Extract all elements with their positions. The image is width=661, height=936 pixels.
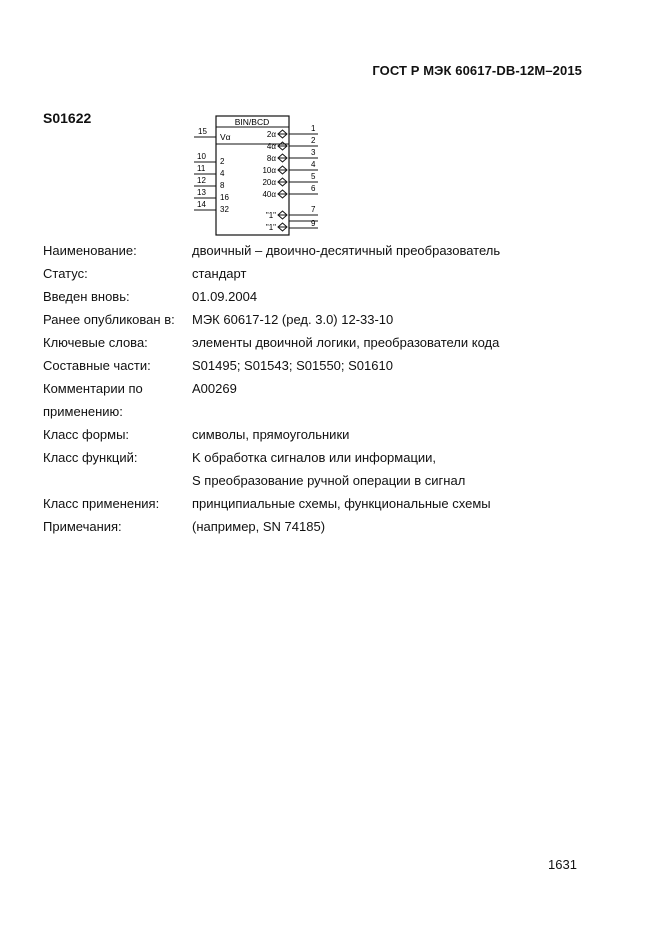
pin-15: 15 — [198, 127, 207, 136]
symbol-title: BIN/BCD — [234, 117, 270, 127]
field-label: Ключевые слова: — [43, 335, 148, 350]
field-value: элементы двоичной логики, преобразователи кода — [192, 335, 500, 350]
pin-9: 9 — [311, 219, 316, 228]
converter-symbol-drawing — [190, 110, 330, 238]
field-value: A00269 — [192, 381, 237, 396]
input-label-32: 32 — [220, 205, 229, 214]
field-label: Наименование: — [43, 243, 137, 258]
field-value: S преобразование ручной операции в сигнал — [192, 473, 466, 488]
field-label: Комментарии по — [43, 381, 143, 396]
field-label: применению: — [43, 404, 123, 419]
pin-14: 14 — [197, 200, 206, 209]
document-header: ГОСТ Р МЭК 60617-DB-12M–2015 — [372, 63, 582, 78]
field-value: S01495; S01543; S01550; S01610 — [192, 358, 393, 373]
output-label-10a: 10α — [262, 166, 276, 175]
field-label: Составные части: — [43, 358, 151, 373]
pin-7: 7 — [311, 205, 316, 214]
pin-13: 13 — [197, 188, 206, 197]
output-label-20a: 20α — [262, 178, 276, 187]
output-label-2a: 2α — [266, 130, 276, 139]
enable-label: Vα — [220, 132, 231, 142]
input-label-2: 2 — [220, 157, 225, 166]
field-value: K обработка сигналов или информации, — [192, 450, 437, 465]
symbol-code: S01622 — [43, 110, 92, 126]
field-value: 01.09.2004 — [192, 289, 258, 304]
pin-3: 3 — [311, 148, 316, 157]
field-label: Введен вновь: — [43, 289, 130, 304]
output-label-one-a: "1" — [265, 211, 276, 220]
input-label-16: 16 — [220, 193, 229, 202]
input-label-4: 4 — [220, 169, 225, 178]
pin-6: 6 — [311, 184, 316, 193]
pin-2: 2 — [311, 136, 316, 145]
field-value: (например, SN 74185) — [192, 519, 326, 534]
output-label-4a: 4α — [266, 142, 276, 151]
output-label-one-b: "1" — [265, 223, 276, 232]
pin-10: 10 — [197, 152, 206, 161]
page-number: 1631 — [548, 857, 577, 872]
field-label: Класс функций: — [43, 450, 138, 465]
pin-11: 11 — [197, 164, 206, 173]
output-label-8a: 8α — [266, 154, 276, 163]
pin-12: 12 — [197, 176, 206, 185]
field-label: Класс формы: — [43, 427, 130, 442]
field-label: Класс применения: — [43, 496, 160, 511]
field-label: Ранее опубликован в: — [43, 312, 175, 327]
pin-4: 4 — [311, 160, 316, 169]
field-value: принципиальные схемы, функциональные схемы — [192, 496, 491, 511]
field-label: Примечания: — [43, 519, 122, 534]
field-value: МЭК 60617-12 (ред. 3.0) 12-33-10 — [192, 312, 394, 327]
pin-5: 5 — [311, 172, 316, 181]
field-value: стандарт — [192, 266, 247, 281]
output-label-40a: 40α — [262, 190, 276, 199]
field-label: Статус: — [43, 266, 88, 281]
field-value: символы, прямоугольники — [192, 427, 350, 442]
field-value: двоичный – двоично-десятичный преобразователь — [192, 243, 501, 258]
input-label-8: 8 — [220, 181, 225, 190]
pin-1: 1 — [311, 124, 316, 133]
converter-symbol — [190, 110, 330, 243]
